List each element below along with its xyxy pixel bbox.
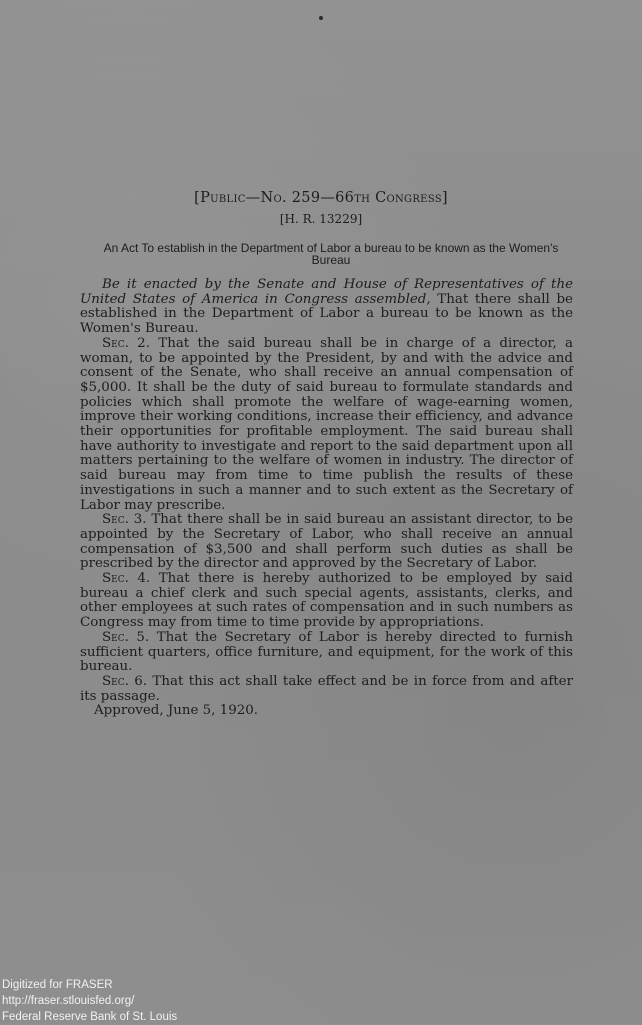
- section-6: [80, 675, 573, 704]
- section-text: That there shall be in said bureau an assistant director, to be appointed by the Secretary of Labor, who shall receive an annual compensation of $3,500 and shall perform such duties as shall be prescribed by the director and approved by the Secretary of Labor.: [80, 512, 573, 572]
- section-text: That the Secretary of Labor is hereby directed to furnish sufficient quarters, office furniture, and equipment, for the work of this bureau.: [80, 629, 573, 675]
- section-4: [80, 572, 573, 631]
- section-2: [80, 337, 573, 513]
- section-label: Sec. 6.: [102, 673, 148, 689]
- ink-speck: [319, 16, 323, 20]
- section-label: Sec. 2.: [102, 335, 150, 351]
- section-5: [80, 631, 573, 675]
- act-title: An Act To establish in the Department of Labor a bureau to be known as the Women's Bureau: [103, 241, 559, 267]
- section-label: Sec. 4.: [102, 571, 151, 587]
- section-label: Sec. 5.: [102, 629, 150, 645]
- section-text: That the said bureau shall be in charge of a director, a woman, to be appointed by the President, by and with the advice and consent of the Senate, who shall receive an annual compensation of $5,000. It shall be the duty of said bureau to formulate standards and policies which shall promote the welfare of wage-earning women, improve their working conditions, increase their efficiency, and advance their opportunities for profitable employment. The said bureau shall have authority to investigate and report to the said department upon all matters pertaining to the welfare of women in industry. The director of said bureau may from time to time publish the results of these investigations in such a manner and to such extent as the Secretary of Labor may prescribe.: [80, 335, 573, 513]
- act-body: [80, 278, 573, 719]
- watermark-link[interactable]: http://fraser.stlouisfed.org/: [2, 995, 135, 1007]
- enacting-formula: Be it enacted by the Senate and House of Representatives of the United States of America in Congress assembled,: [80, 277, 573, 307]
- watermark-line: Digitized for FRASER: [2, 979, 113, 991]
- section-3: [80, 513, 573, 572]
- section-text: That this act shall take effect and be in force from and after its passage.: [80, 673, 573, 704]
- bill-number: [H. R. 13229]: [279, 212, 363, 226]
- enacting-clause: [80, 278, 573, 337]
- section-1-text: That there shall be established in the Department of Labor a bureau to be known as the Women's Bureau.: [80, 291, 573, 337]
- watermark-line: Federal Reserve Bank of St. Louis: [2, 1011, 178, 1023]
- law-heading: [Public—No. 259—66th Congress]: [194, 190, 448, 206]
- section-label: Sec. 3.: [102, 512, 147, 528]
- fraser-watermark: [2, 977, 177, 1025]
- section-text: That there is hereby authorized to be employed by said bureau a chief clerk and such special agents, assistants, clerks, and other employees at such rates of compensation and in such numbers as Congress may from time to time provide by appropriations.: [80, 571, 574, 631]
- approval-date: Approved, June 5, 1920.: [94, 703, 259, 719]
